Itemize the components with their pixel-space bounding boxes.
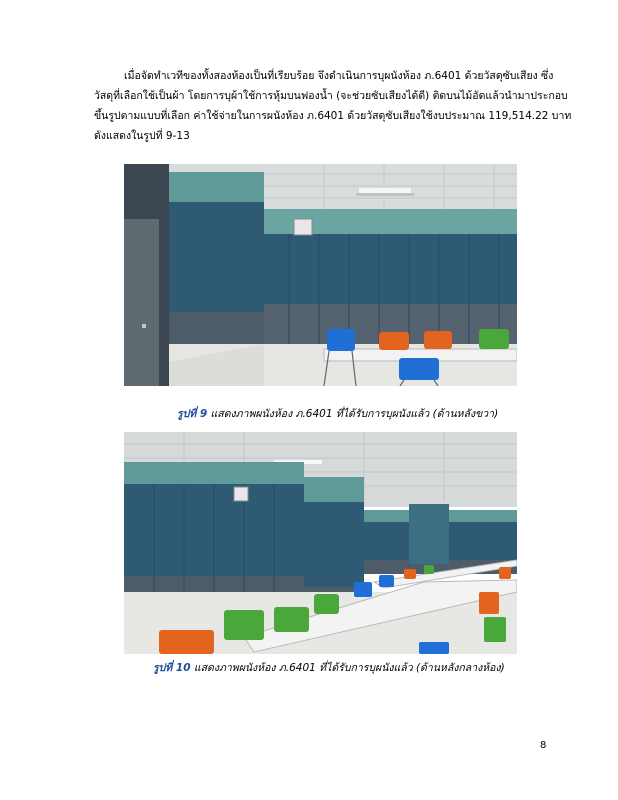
figure-9-caption (177, 405, 498, 422)
paragraph-line: ขึ้นรูปตามแบบที่เลือก ค่าใช้จ่ายในการผนังห้อง ภ.6401 ด้วยวัสดุซับเสียงใช้งบประมาณ 119,514.22 บาท (94, 110, 572, 122)
paragraph-line: วัสดุที่เลือกใช้เป็นผ้า โดยการบุผ้าใช้การหุ้มบนฟองน้ำ (จะช่วยซับเสียงได้ดี) ติดบนไม้อัดแล้วนำมาประกอบ (94, 90, 568, 102)
figure-10-photo (124, 432, 517, 654)
body-paragraph (94, 66, 572, 146)
paragraph-line: ดังแสดงในรูปที่ 9-13 (94, 130, 190, 142)
figure-9-photo (124, 164, 517, 386)
figure-9-caption-text: แสดงภาพผนังห้อง ภ.6401 ที่ได้รับการบุผนังแล้ว (ด้านหลังขวา) (207, 408, 499, 420)
figure-10-number: รูปที่ 10 (153, 662, 191, 674)
figure-10-caption-text: แสดงภาพผนังห้อง ภ.6401 ที่ได้รับการบุผนังแล้ว (ด้านหลังกลางห้อง) (190, 662, 505, 674)
paragraph-line: เมื่อจัดทำเวทีของทั้งสองห้องเป็นที่เรียบร้อย จึงดำเนินการบุผนังห้อง ภ.6401 ด้วยวัสดุซับเสียง ซึ่ง (124, 70, 554, 82)
figure-9-number: รูปที่ 9 (177, 408, 208, 420)
figure-10-caption (153, 659, 505, 676)
page-number: 8 (540, 740, 547, 751)
